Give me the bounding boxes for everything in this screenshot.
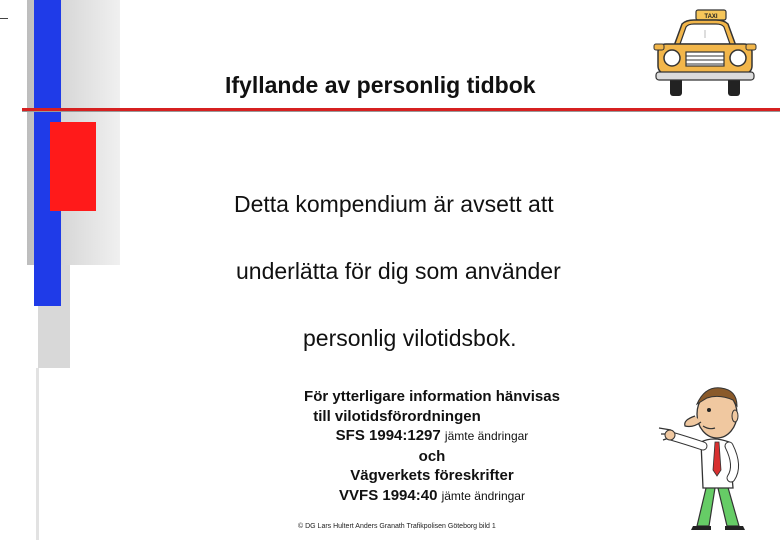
page-title: Ifyllande av personlig tidbok xyxy=(225,72,536,98)
corner-mark xyxy=(0,18,8,19)
taxi-sign-text: TAXI xyxy=(704,14,718,20)
info-block xyxy=(240,387,624,506)
info-line-5: Vägverkets föreskrifter xyxy=(350,467,514,484)
vvfs-reference: VVFS 1994:40 xyxy=(339,486,438,504)
red-block xyxy=(50,122,96,211)
info-line-1: För ytterligare information hänvisas xyxy=(304,388,560,405)
sfs-note: jämte ändringar xyxy=(444,429,529,443)
pointing-man-icon xyxy=(655,380,773,532)
info-line-3 xyxy=(240,426,624,447)
info-line-2-text: till vilotidsförordningen xyxy=(313,407,481,425)
taxi-car-icon xyxy=(650,8,760,100)
gray-thin-line xyxy=(36,368,39,540)
sfs-reference: SFS 1994:1297 xyxy=(335,427,441,444)
intro-line-3: personlig vilotidsbok. xyxy=(303,325,517,351)
title-rule-shadow xyxy=(22,111,780,112)
info-line-4: och xyxy=(418,447,446,465)
intro-line-2: underlätta för dig som använder xyxy=(236,258,561,284)
intro-line-1: Detta kompendium är avsett att xyxy=(234,191,554,217)
info-line-6 xyxy=(240,486,624,507)
vvfs-note: jämte ändringar xyxy=(441,488,525,503)
footer-credit: © DG Lars Hultert Anders Granath Trafikpolisen Göteborg bild 1 xyxy=(298,523,496,530)
info-line-2 xyxy=(240,407,624,427)
